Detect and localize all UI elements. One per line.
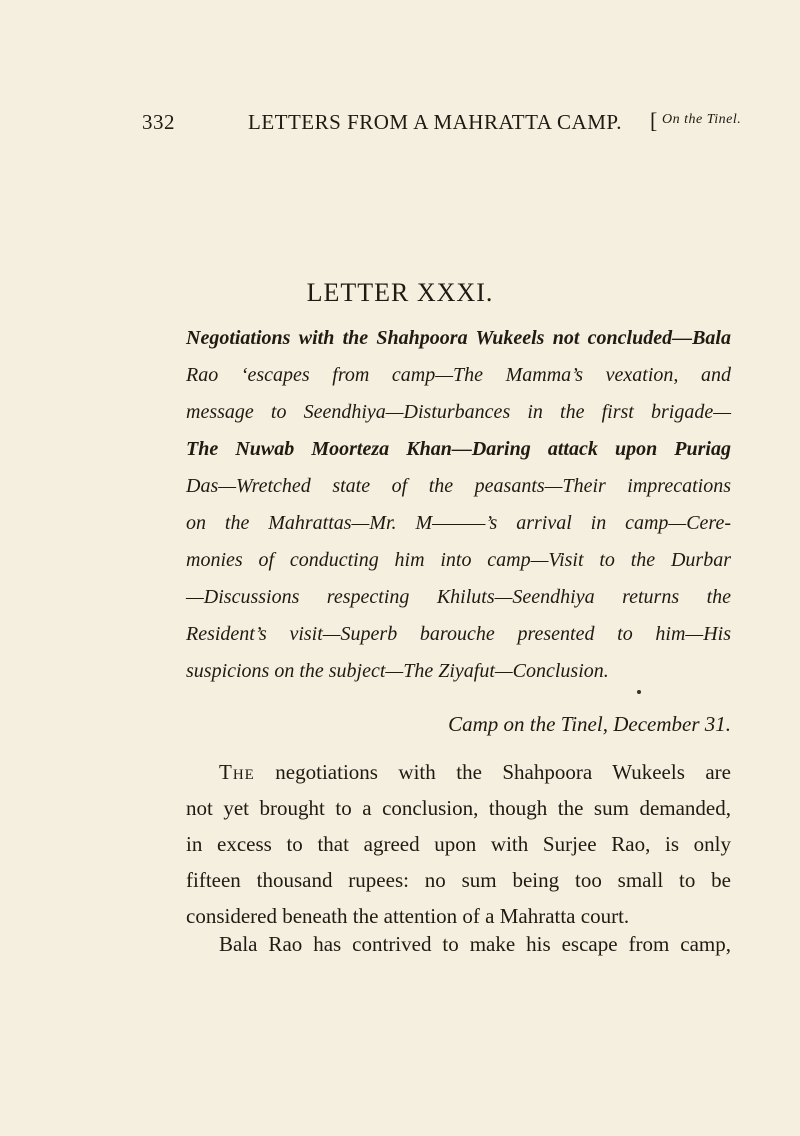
dateline: Camp on the Tinel, December 31. [448,712,731,736]
paragraph-2: Bala Rao has contrived to make his escape from camp, [219,932,731,956]
paragraph-line-text: negotiations with the Shahpoora Wukeels are [254,760,731,784]
summary-line: Das—Wretched state of the peasants—Their imprecations [186,475,731,497]
header-bracket: [ [650,108,658,133]
letter-summary [186,320,731,690]
paragraph-lead: The [219,760,255,784]
summary-line: Resident’s visit—Superb barouche presented to him—His [186,623,731,645]
header-place: On the Tinel. [662,112,742,127]
paragraph-1 [186,754,731,934]
summary-line: Rao ‘escapes from camp—The Mamma’s vexation, and [186,364,731,386]
summary-line: The Nuwab Moorteza Khan—Daring attack upon Puriag [186,438,731,460]
summary-line: Negotiations with the Shahpoora Wukeels not concluded—Bala [186,327,731,349]
paragraph-line: considered beneath the attention of a Mahratta court. [186,904,630,928]
paragraph-line: fifteen thousand rupees: no sum being too small to be [186,868,731,892]
paragraph-line: in excess to that agreed upon with Surjee Rao, is only [186,832,731,856]
paragraph-line: not yet brought to a conclusion, though the sum demanded, [186,796,731,820]
book-title: LETTERS FROM A MAHRATTA CAMP. [248,110,622,134]
summary-line: on the Mahrattas—Mr. M———’s arrival in camp—Cere- [186,512,731,534]
summary-line: message to Seendhiya—Disturbances in the first brigade— [186,401,731,423]
running-head [142,110,782,140]
page-number: 332 [142,110,175,134]
letter-title: LETTER XXXI. [306,278,494,307]
paragraph-line [186,754,731,790]
summary-line: —Discussions respecting Khiluts—Seendhiya returns the [186,586,731,608]
summary-line: suspicions on the subject—The Ziyafut—Conclusion. [186,660,609,682]
printing-mark [637,690,641,694]
summary-line: monies of conducting him into camp—Visit to the Durbar [186,549,731,571]
